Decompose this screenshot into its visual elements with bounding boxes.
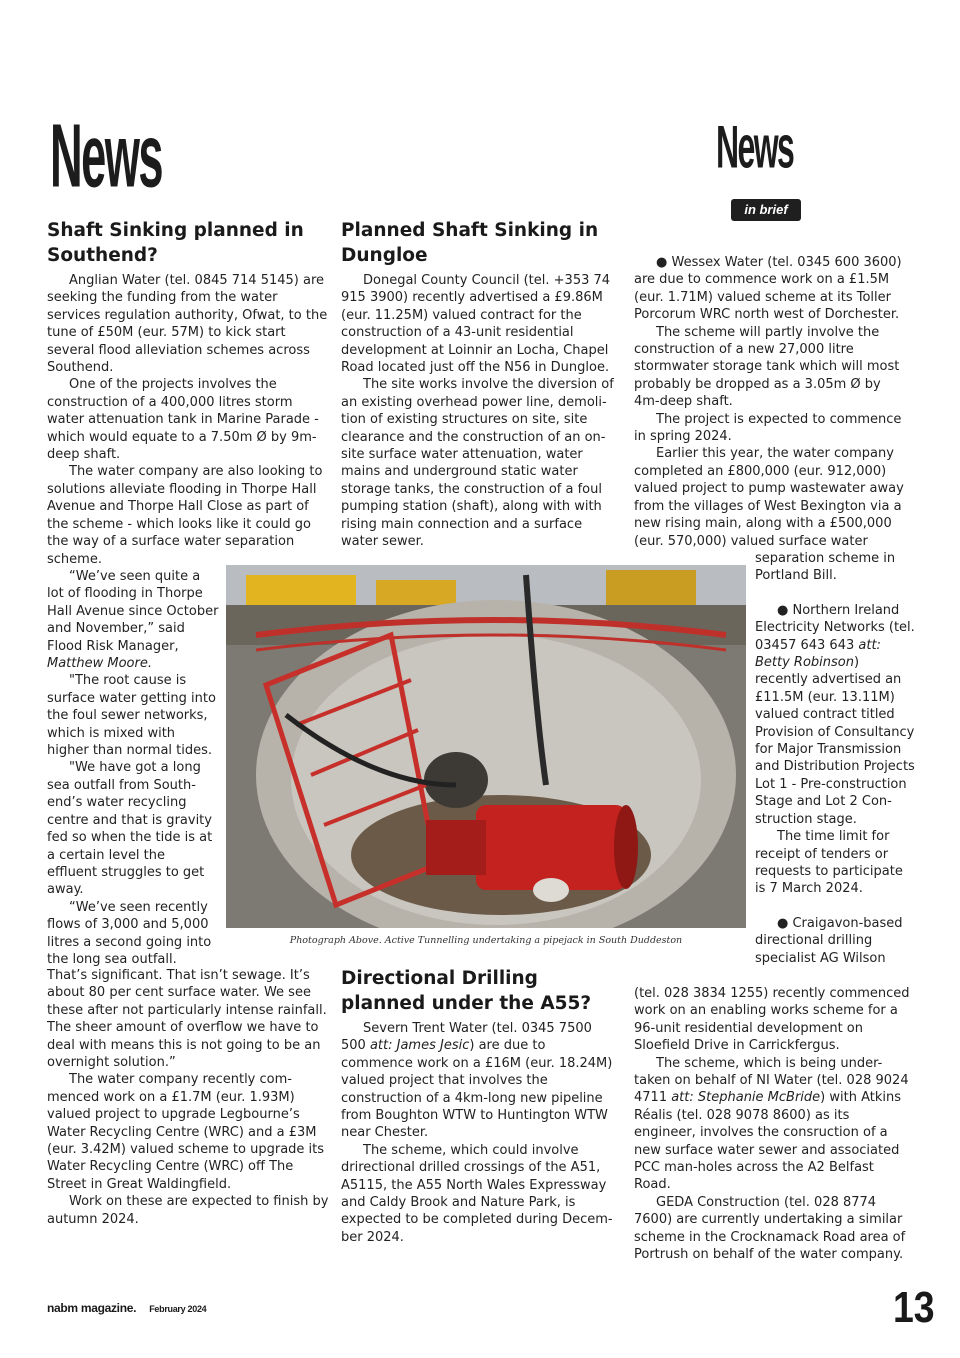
contact-att: att: Stephanie McBride (671, 1090, 821, 1106)
paragraph: Work on these are expected to finish by autumn 2024. (47, 1194, 329, 1227)
footer-magazine (47, 1301, 206, 1315)
headline-a55: Directional Drilling planned under the A55? (341, 968, 592, 1014)
brief-agwilson (634, 985, 910, 1264)
brief-wessex (634, 254, 910, 550)
masthead-news-left: News (50, 105, 162, 207)
paragraph: "The root cause is surface water getting into the foul sewer networks, which is mixed with higher than normal tides. (47, 673, 216, 759)
article-a55 (341, 966, 619, 1246)
paragraph: (tel. 028 3834 1255) recently commenced work on an enabling works scheme for a 96-unit residential development on Sloefield Drive in Carrickfergus. (634, 986, 910, 1054)
paragraph: The scheme, which could involve drirectional drilled crossings of the A51, A5115, the A55 North Wales Expressway and Caldy Brook and Nature Park, is expected to be completed during Decem-ber 2024. (341, 1142, 613, 1245)
paragraph: Earlier this year, the water company completed an £800,000 (eur. 912,000) valued project to pump wastewater away from the villages of West Bexington via a new rising main, along with a £500,000 (eur. 570,000) valued surface water (634, 446, 904, 549)
article-southend (47, 218, 329, 568)
paragraph: GEDA Construction (tel. 028 8774 7600) are currently undertaking a similar scheme in the Crocknamack Road area of Portrush on behalf of the water company. (634, 1194, 906, 1263)
paragraph: That’s significant. That isn’t sewage. It’s about 80 per cent surface water. We see these after not particularly intense rainfall. The sheer amount of overflow we have to deal with means this is not going to be an overnight solution.” (47, 968, 327, 1071)
brief-nie (755, 550, 915, 967)
quote-text: “We’ve seen quite a lot of flooding in Thorpe Hall Avenue since October and November,” said Flood Risk Manager, (47, 569, 219, 654)
article-southend-quotes (47, 568, 219, 968)
paragraph (341, 1020, 619, 1142)
masthead-news-right: News (716, 115, 794, 181)
contact-att: att: Betty Robinson (755, 637, 881, 671)
paragraph (47, 568, 219, 672)
paragraph: The project is expected to commence in spring 2024. (634, 411, 902, 445)
quote-attribution: Matthew Moore. (47, 656, 152, 672)
text: ) are due to commence work on a £16M (eur. 18.24M) valued project that involves the construction of a 4km-long new pipeline from Boughton WTW to Huntington WTW near Chester. (341, 1038, 613, 1141)
paragraph: Anglian Water (tel. 0845 714 5145) are seeking the funding from the water services regulation authority, Ofwat, to the tune of £50M (eur. 57M) to kick start several flood alleviation schemes across Southend. (47, 273, 328, 376)
page-number: 13 (893, 1283, 935, 1332)
headline-dungloe: Planned Shaft Sinking in Dungloe (341, 220, 599, 266)
pipejack-shaft-image (226, 565, 746, 928)
paragraph: One of the projects involves the construction of a 400,000 litres storm water attenuation tank in Marine Parade - which would equate to a 7.50m Ø by 9m-deep shaft. (47, 377, 319, 463)
paragraph: The water company recently com-menced work on a £1.7M (eur. 1.93M) valued project to upgrade Legbourne’s Water Recycling Centre (WRC) and a £3M (eur. 3.42M) valued scheme to upgrade its Water Recycling Centre (WRC) off The Street in Great Waldingfield. (47, 1072, 325, 1192)
text: ) recently advertised an £11.5M (eur. 13.11M) valued contract titled Provision of Consultancy for Major Transmission and Distribution Projects Lot 1 - Pre-construction Stage and Lot 2 Con-struction stage. (755, 655, 915, 827)
in-brief-badge: in brief (731, 199, 801, 221)
paragraph (634, 1055, 910, 1194)
paragraph (755, 602, 915, 828)
text: Severn Trent Water (tel. 0345 7500 500 (341, 1021, 592, 1054)
shaft-photo (226, 565, 746, 928)
text: The scheme, which is being under-taken on behalf of NI Water (tel. 028 9024 4711 (634, 1055, 909, 1106)
paragraph: “We’ve seen recently flows of 3,000 and 5,000 litres a second going into the long sea outfall. (47, 899, 212, 967)
paragraph: ● Craigavon-based directional drilling specialist AG Wilson (755, 915, 903, 966)
text: ) with Atkins Réalis (tel. 028 9078 8600) as its engineer, involves the consruction of a new surface water sewer and associated PCC man-holes across the A2 Belfast Road. (634, 1090, 902, 1193)
paragraph: separation scheme in Portland Bill. (755, 551, 896, 584)
article-dungloe (341, 218, 619, 551)
article-southend-continued (47, 967, 329, 1228)
paragraph: The time limit for receipt of tenders or requests to participate is 7 March 2024. (755, 829, 903, 897)
photo-caption: Photograph Above. Active Tunnelling undertaking a pipejack in South Duddeston (289, 935, 683, 946)
magazine-name: nabm magazine. (47, 1301, 137, 1315)
contact-att: att: James Jesic (369, 1038, 470, 1054)
paragraph: The scheme will partly involve the construction of a new 27,000 litre stormwater storage tank which will most probably be dropped as a 3.05m Ø by 4m-deep shaft. (634, 324, 900, 410)
paragraph: The water company are also looking to solutions alleviate flooding in Thorpe Hall Avenue and Thorpe Hall Close as part of the scheme - which looks like it could go the way of a surface water separation scheme. (47, 464, 323, 567)
text: ● Northern Ireland Electricity Networks (tel. 03457 643 643 (755, 602, 915, 653)
headline-southend: Shaft Sinking planned in Southend? (47, 220, 304, 266)
paragraph: ● Wessex Water (tel. 0345 600 3600) are due to commence work on a £1.5M (eur. 1.71M) valued scheme at its Toller Porcorum WRC north west of Dorchester. (634, 255, 902, 323)
paragraph: The site works involve the diversion of an existing overhead power line, demoli-tion of existing structures on site, site clearance and the construction of an on-site surface water attenuation, water mains and underground static water storage tanks, the construction of a foul pumping station (shaft), along with with rising main connection and a surface water sewer. (341, 377, 614, 550)
paragraph: Donegal County Council (tel. +353 74 915 3900) recently advertised a £9.86M (eur. 11.25M) valued contract for the construction of a 43-unit residential development at Loinnir an Locha, Chapel Road located just off the N56 in Dungloe. (341, 273, 611, 376)
issue-date: February 2024 (149, 1304, 207, 1314)
paragraph: "We have got a long sea outfall from South-end’s water recycling centre and that is gravity fed so when the tide is at a certain level the effluent struggles to get away. (47, 760, 213, 898)
